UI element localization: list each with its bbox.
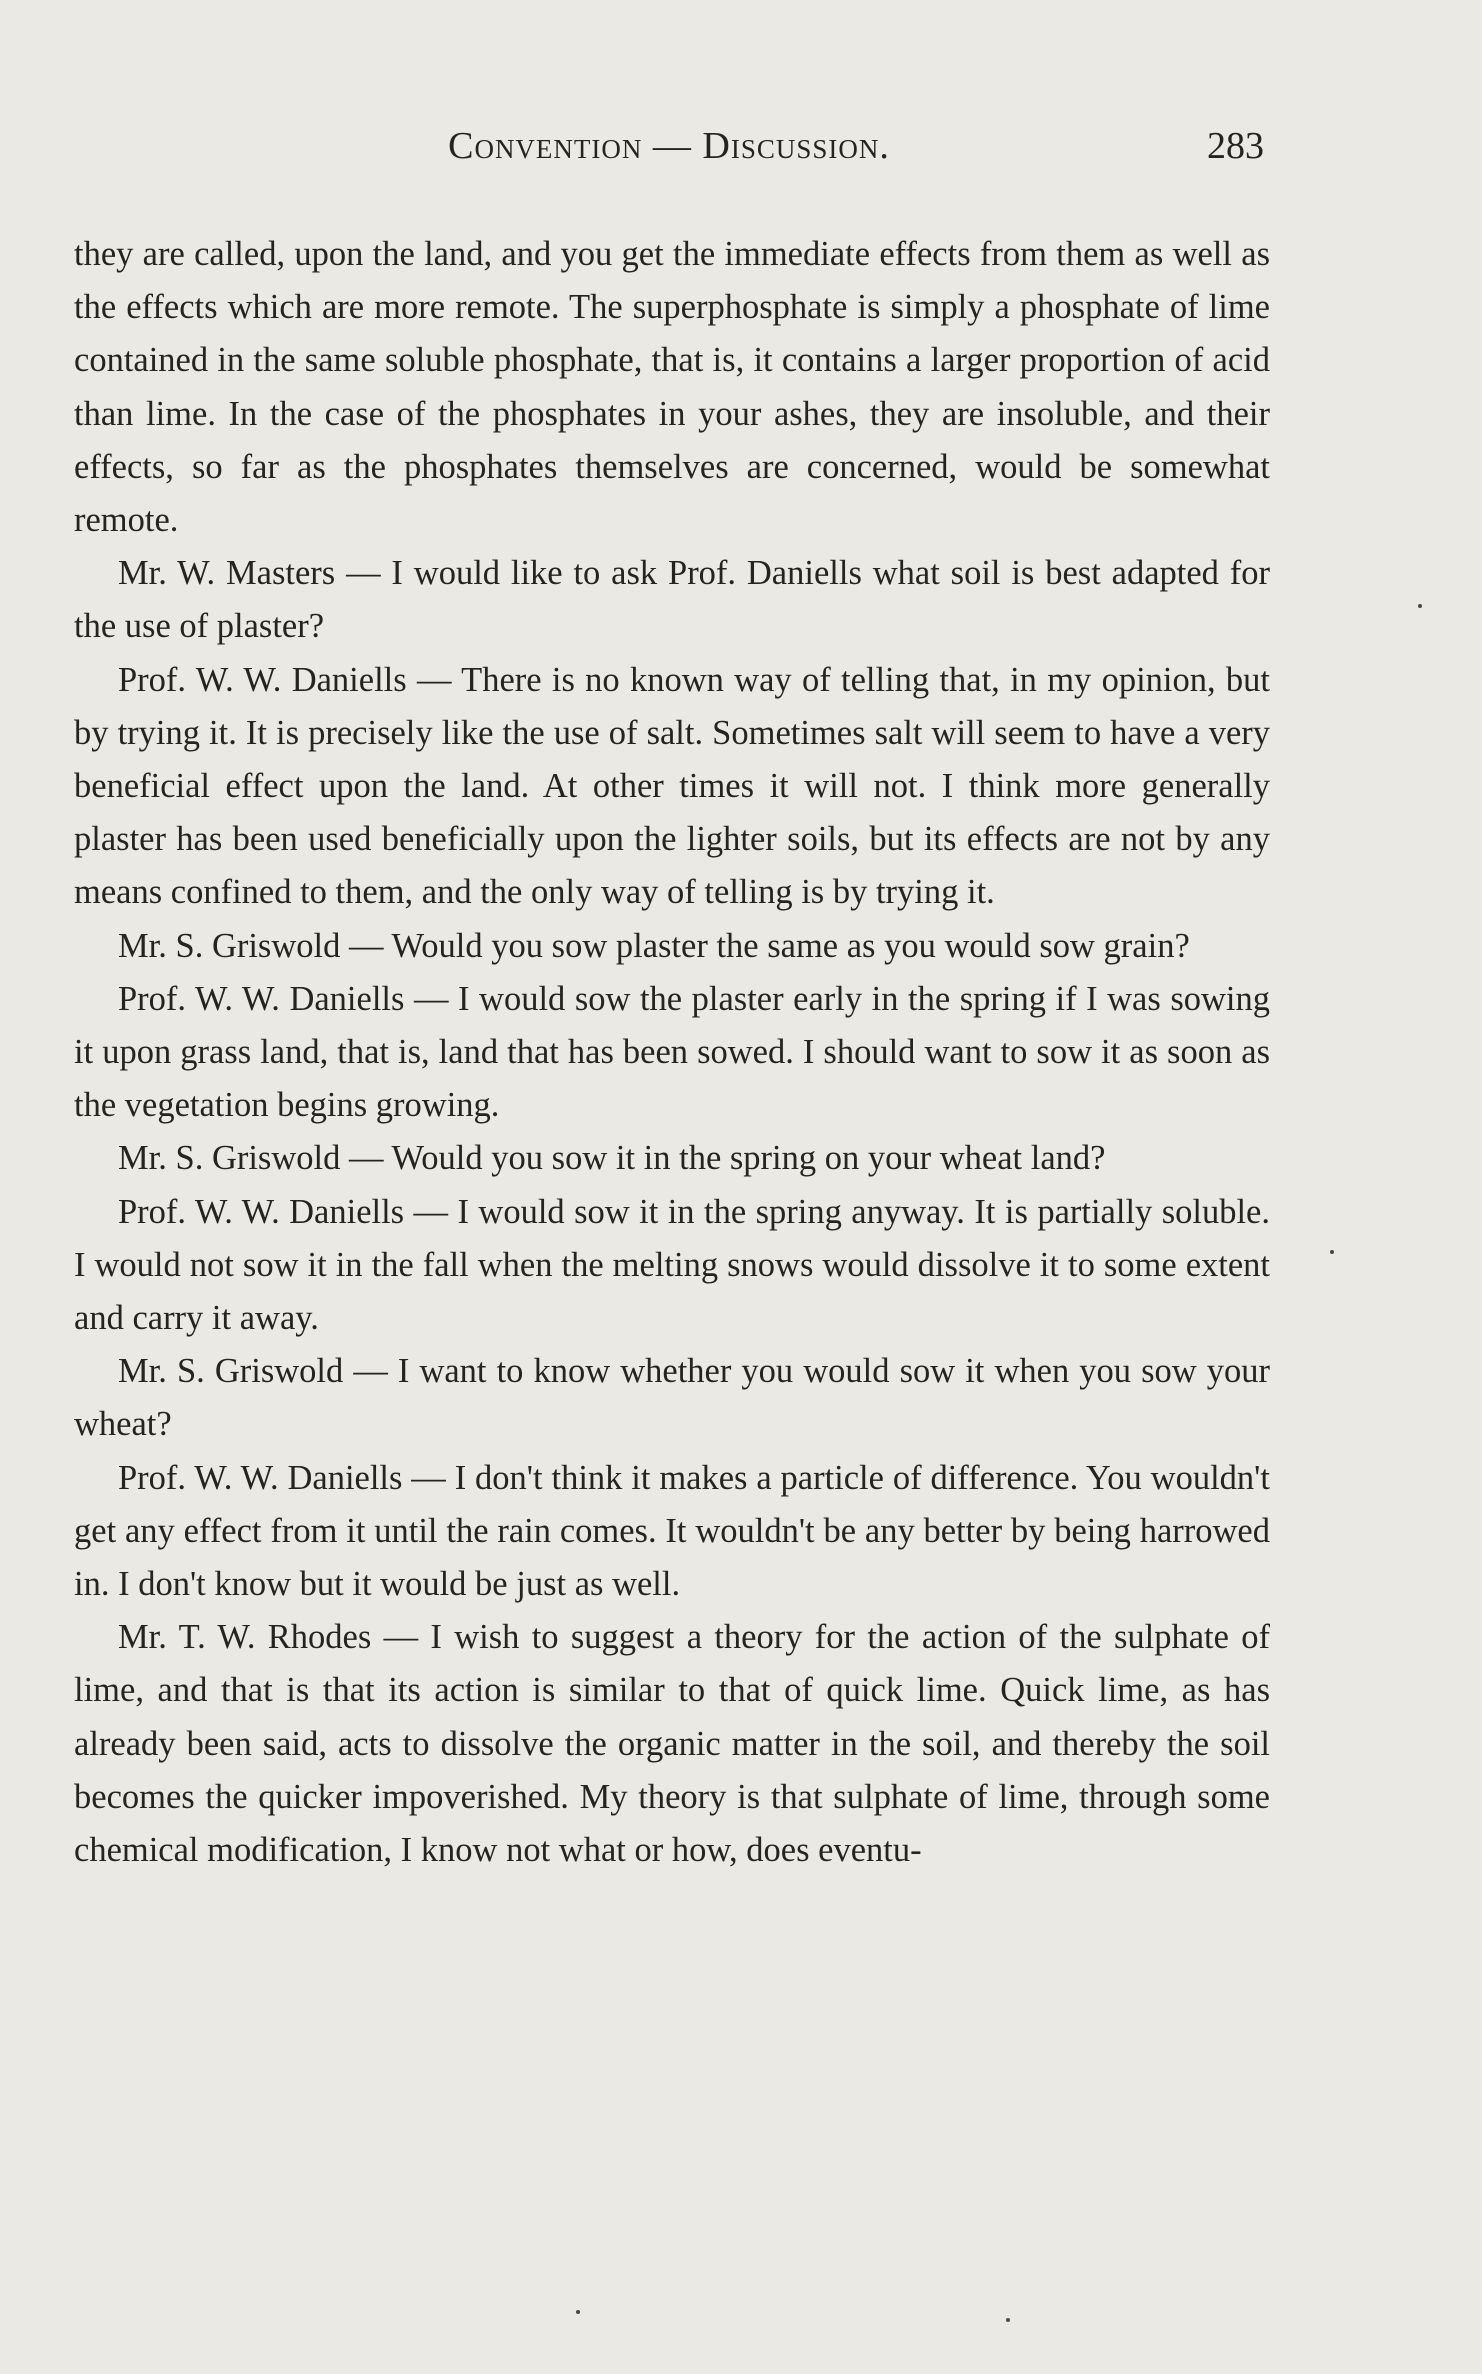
speaker-name: Mr. S. Griswold — <box>118 926 384 965</box>
page-header <box>74 124 1264 184</box>
paragraph <box>74 1186 1270 1346</box>
speaker-name: Prof. W. W. Daniells — <box>118 979 449 1018</box>
paragraph-text: I don't think it makes a particle of difference. You wouldn't get any effect from it until the rain comes. It wouldn't be any better by being harrowed in. I don't know but it would be just as well. <box>74 1458 1270 1604</box>
paragraph <box>74 1132 1270 1185</box>
paragraph-text: I wish to suggest a theory for the action of the sulphate of lime, and that is that its action is similar to that of quick lime. Quick lime, as has already been said, acts to dissolve the organic matter in the soil, and thereby the soil becomes the quicker impoverished. My theory is that sulphate of lime, through some chemical modification, I know not what or how, does eventu- <box>74 1618 1270 1870</box>
page-number: 283 <box>1207 125 1264 167</box>
body-text <box>74 228 1270 1877</box>
paragraph-text: I would sow the plaster early in the spring if I was sowing it upon grass land, that is, land that has been sowed. I should want to sow it as soon as the vegetation begins growing. <box>74 979 1270 1125</box>
paragraph-text: I would sow it in the spring anyway. It is partially soluble. I would not sow it in the fall when the melting snows would dissolve it to some extent and carry it away. <box>74 1192 1270 1338</box>
paragraph <box>74 654 1270 920</box>
paragraph <box>74 547 1270 653</box>
paper-speck <box>576 2310 580 2314</box>
paper-speck <box>1330 1250 1334 1254</box>
speaker-name: Prof. W. W. Daniells — <box>118 1458 446 1497</box>
paragraph <box>74 1452 1270 1612</box>
paragraph-text: Would you sow it in the spring on your wheat land? <box>383 1139 1106 1178</box>
paragraph <box>74 920 1270 973</box>
paragraph <box>74 1345 1270 1451</box>
speaker-name: Mr. T. W. Rhodes — <box>118 1618 419 1657</box>
speaker-name: Mr. S. Griswold — <box>118 1352 388 1391</box>
paragraph-text: I would like to ask Prof. Daniells what soil is best adapted for the use of plaster? <box>74 554 1270 646</box>
paragraph-text: I want to know whether you would sow it when you sow your wheat? <box>74 1352 1270 1444</box>
paragraph <box>74 973 1270 1133</box>
speaker-name: Prof. W. W. Daniells — <box>118 1192 449 1231</box>
paragraph-text: Would you sow plaster the same as you would sow grain? <box>383 926 1190 965</box>
paragraph-text: There is no known way of telling that, in my opinion, but by trying it. It is precisely like the use of salt. Sometimes salt will seem to have a very beneficial effect upon the land. At other times it will not. I think more generally plaster has been used beneficially upon the lighter soils, but its effects are not by any means confined to them, and the only way of telling is by trying it. <box>74 660 1270 912</box>
speaker-name: Mr. S. Griswold — <box>118 1139 384 1178</box>
speaker-name: Prof. W. W. Daniells — <box>118 660 452 699</box>
speaker-name: Mr. W. Masters — <box>118 554 381 593</box>
paper-speck <box>1418 604 1422 608</box>
paragraph <box>74 228 1270 547</box>
paragraph-text: they are called, upon the land, and you get the immediate effects from them as well as the effects which are more remote. The superphosphate is simply a phosphate of lime contained in the same soluble phosphate, that is, it contains a larger proportion of acid than lime. In the case of the phosphates in your ashes, they are insoluble, and their effects, so far as the phosphates themselves are concerned, would be somewhat remote. <box>74 235 1270 540</box>
paper-speck <box>1006 2318 1010 2322</box>
paragraph <box>74 1611 1270 1877</box>
running-head: Convention — Discussion. <box>448 125 890 167</box>
